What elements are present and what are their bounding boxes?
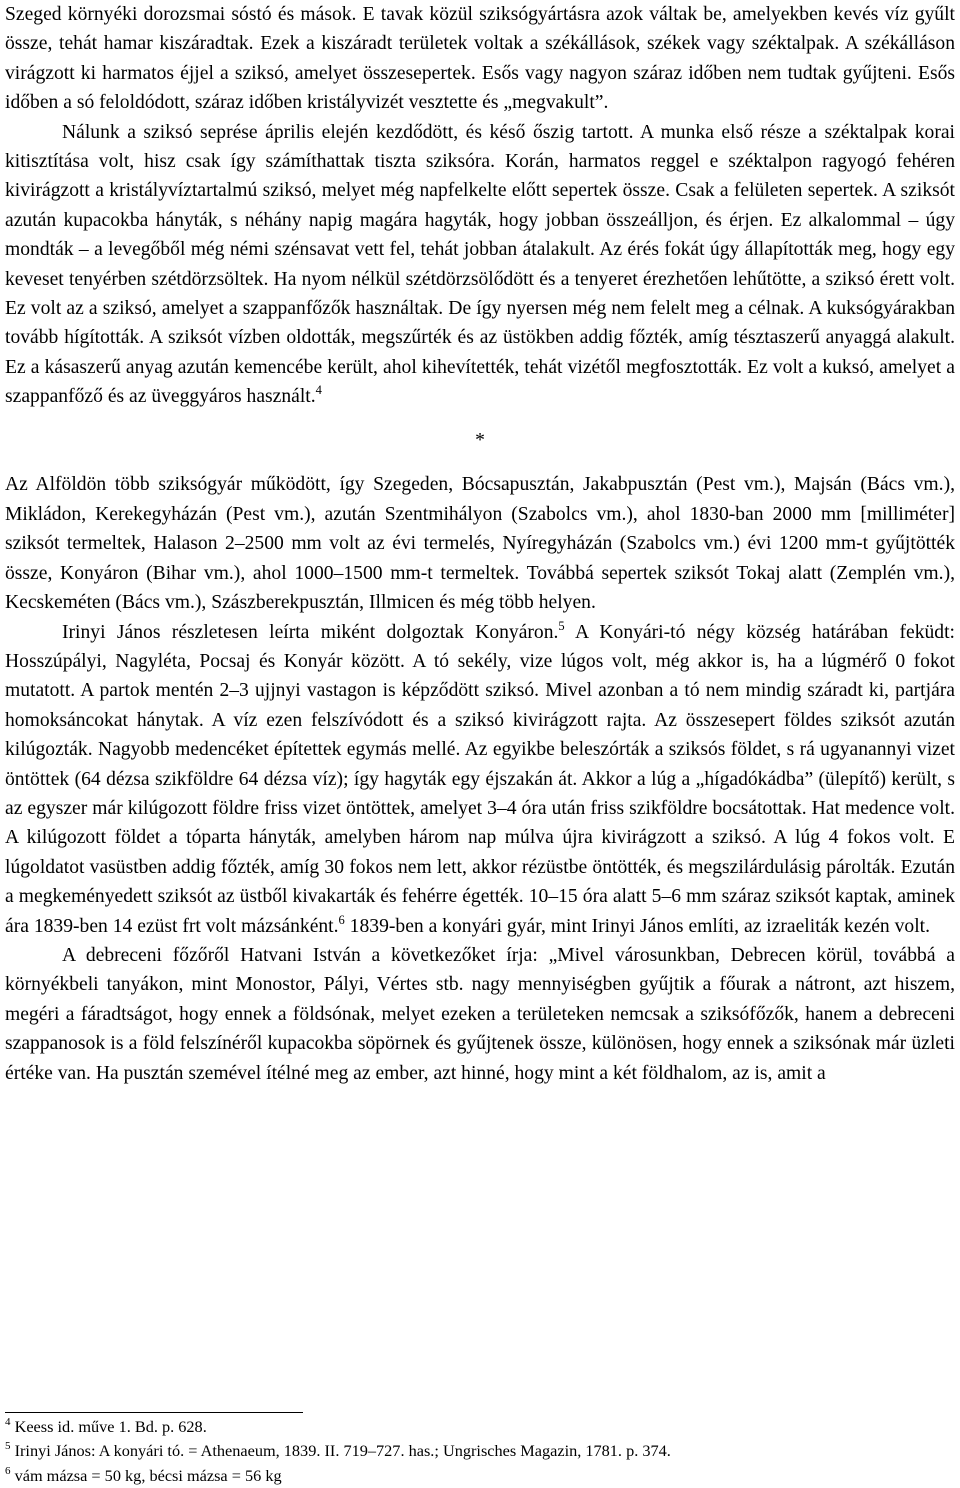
footnote-num: 6 (5, 1464, 11, 1477)
footnote-ref-5: 5 (558, 618, 565, 633)
footnote-5 (5, 1439, 671, 1463)
footnote-ref-4: 4 (315, 383, 322, 398)
footnote-text: Keess id. műve 1. Bd. p. 628. (14, 1417, 207, 1436)
footnote-num: 4 (5, 1416, 11, 1428)
footnote-text: Irinyi János: A konyári tó. = Athenaeum, 1839. II. 719–727. has.; Ungrisches Magazin, 1781. p. 374. (14, 1441, 671, 1461)
footnote-separator (5, 1412, 303, 1413)
paragraph-sweeping (5, 118, 955, 412)
paragraph-sweeping-text: Nálunk a sziksó seprése április elején kezdődött, és késő őszig tartott. A munka első része a széktalpak korai kitisztítása volt, hisz csak így számíthattak tiszta sziksóra. Korán, harmatos reggel e széktalpon ragyogó fehéren kivirágzott a kristályvíztartalmú sziksó, melyet még napfelkelte előtt sepertek össze. Csak a felületen sepertek. A sziksót azután kupacokba hányták, s néhány napig magára hagyták, hogy jobban összeálljon, és érjen. Ez alkalommal – úgy mondták – a levegőből még némi szénsavat vett fel, tehát jobban átalakult. Az érés fokát úgy állapították meg, hogy egy keveset tenyérben szétdörzsöltek. Ha nyom nélkül szétdörzsölődött és a tenyeret érezhetően lehűtötte, a sziksó érett volt. Ez volt az a sziksó, amelyet a szappanfőzők használtak. De így nyersen még nem felelt meg a célnak. A kuksógyárakban tovább hígították. A sziksót vízben oldották, megszűrték és az üstökben addig főzték, amíg tésztaszerű anyaggá alakult. Ez a kásaszerű anyag azután kemencébe került, ahol kihevítették, tehát vizétől megfosztották. Ez volt a kuksó, amelyet a szappanfőző és az üveggyáros használt. (5, 121, 955, 408)
footnotes (5, 1415, 671, 1488)
paragraph-irinyi-body: A Konyári-tó négy község határában feküdt: Hosszúpályi, Nagyléta, Pocsaj és Konyár között. A tó sekély, vize lúgos volt, még akkor is, ha a lúgmérő 0 fokot mutatott. A partok mentén 2–3 ujjnyi vastagon is képződött sziksó. Mivel azonban a tó nem mindig száradt ki, partjára homoksáncokat hánytak. A víz ezen felszívódott és a sziksó kivirágzott rajta. Az összesepert földes sziksót azután kilúgozták. Nagyobb medencéket építettek egymás mellé. Az egyikbe beleszórták a sziksós földet, s rá ugyanannyi vizet öntöttek (64 dézsa szikföldre 64 dézsa víz); így hagyták egy éjszakán át. Akkor a lúg a „hígadókádba” (ülepítő) került, s az egyszer már kilúgozott földre friss vizet öntöttek, amelyet 3–4 óra után friss szikföldre bocsátottak. Hat medence volt. A kilúgozott földet a tóparta hányták, amelyben három nap múlva újra kivirágzott a sziksó. A lúg 4 fokos volt. E lúgoldatot vasüstben addig főzték, amíg 30 fokos nem lett, akkor rézüstbe öntötték, és megszilárdulásig párolták. Ezután a megkeményedett sziksót az üstből kivakarták és fehérre égették. 10–15 óra alatt 5–6 mm száraz sziksót kaptak, aminek ára 1839-ben 14 ezüst frt volt mázsánként. (5, 621, 955, 937)
paragraph-alfold: Az Alföldön több sziksógyár működött, így Szegeden, Bócsapusztán, Jakabpusztán (Pest vm.), Majsán (Bács vm.), Mikládon, Kerekegyházán (Pest vm.), azután Szentmihályon (Szabolcs vm.), ahol 1830-ban 2000 mm [milliméter] sziksót termeltek, Halason 2–2500 mm volt az évi termelés, Nyíregyházán (Szabolcs vm.) évi 1200 mm-t gyűjtötték össze, Konyáron (Bihar vm.), ahol 1000–1500 mm-t termeltek. Továbbá sepertek sziksót Tokaj alatt (Zemplén vm.), Kecskeméten (Bács vm.), Szászberekpusztán, Illmicen és még több helyen. (5, 474, 955, 614)
footnote-num: 5 (5, 1440, 11, 1453)
footnote-6 (5, 1464, 671, 1488)
paragraph-lakes: Szeged környéki dorozsmai sóstó és mások. E tavak közül sziksógyártásra azok váltak be, amelyekben kevés víz gyűlt össze, tehát hamar kiszáradtak. Ezek a kiszáradt területek voltak a székállások, székek vagy széktalpak. A székálláson virágzott ki harmatos éjjel a sziksó, amelyet összesepertek. Esős vagy nagyon száraz időben nem tudtak gyűjteni. Esős időben a só feloldódott, száraz időben kristályvizét vesztette és „megvakult”. (5, 4, 955, 114)
footnote-text: vám mázsa = 50 kg, bécsi mázsa = 56 kg (14, 1465, 282, 1485)
footnote-4 (5, 1415, 671, 1439)
paragraph-irinyi-tail: 1839-ben a konyári gyár, mint Irinyi János említi, az izraeliták kezén volt. (344, 915, 930, 937)
paragraph-irinyi-lead: Irinyi János részletesen leírta miként dolgoztak Konyáron. (62, 621, 559, 643)
main-text (5, 0, 955, 1088)
paragraph-irinyi (5, 618, 955, 941)
document-page (5, 0, 955, 1485)
section-divider: * (475, 429, 485, 451)
paragraph-hatvani: A debreceni főzőről Hatvani István a következőket írja: „Mivel városunkban, Debrecen körül, továbbá a környékbeli tanyákon, mint Monostor, Pályi, Vértes stb. nagy mennyiségben gyűjtik a főurak a nátront, azt hiszem, megéri a fáradtságot, hogy ennek a földsónak, melyet ezeken a területeken nemcsak a sziksófőzők, hanem a debreceni szappanosok is a föld felszínéről kupacokba söpörnek és gyűjtenek össze, különösen, hogy ennek a sziksónak már üzleti értéke van. Ha pusztán szemével ítélné meg az ember, azt hinné, hogy mint a két földhalom, az is, amit a (5, 944, 955, 1084)
footnote-ref-6: 6 (338, 912, 345, 927)
